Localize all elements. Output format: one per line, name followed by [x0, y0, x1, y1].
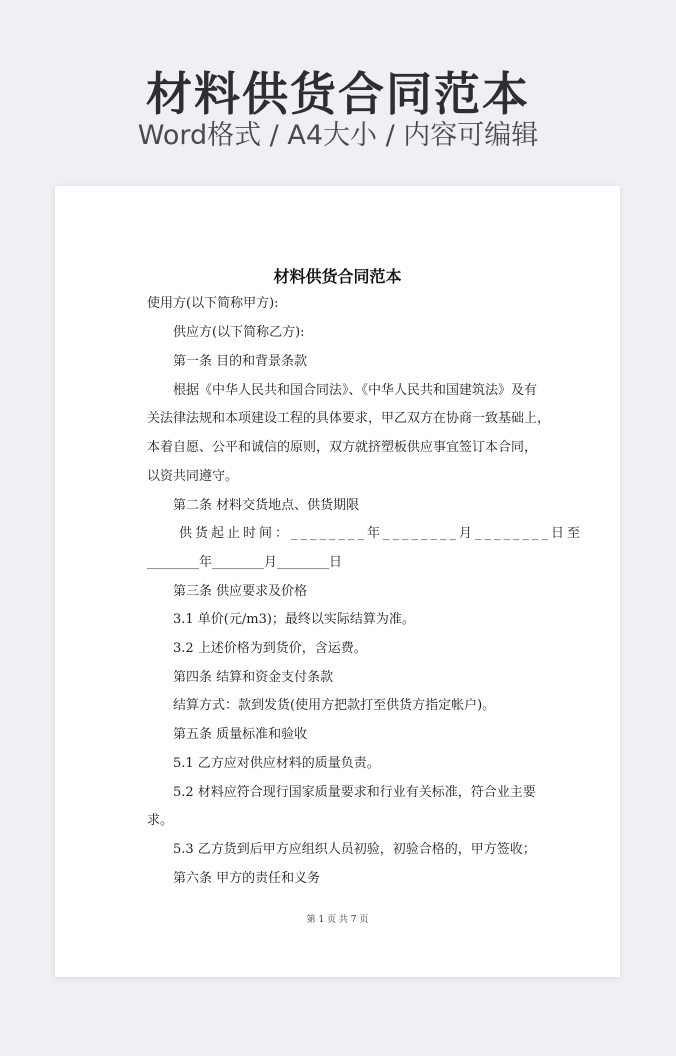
doc-line: 3.2 上述价格为到货价，含运费。 [173, 641, 367, 656]
doc-line: 第一条 目的和背景条款 [173, 354, 308, 369]
doc-line: 根据《中华人民共和国合同法》、《中华人民共和国建筑法》及有 [173, 383, 538, 398]
doc-line: ________年________月________日 [147, 555, 343, 570]
doc-line: 关法律法规和本项建设工程的具体要求，甲乙双方在协商一致基础上， [147, 411, 551, 426]
doc-line: 5.1 乙方应对供应材料的质量负责。 [173, 756, 380, 771]
banner-title: 材料供货合同范本 [146, 67, 530, 121]
doc-line: 第六条 甲方的责任和义务 [173, 871, 321, 886]
doc-line: 第五条 质量标准和验收 [173, 727, 308, 742]
doc-line: 5.2 材料应符合现行国家质量要求和行业有关标准，符合业主要 [173, 785, 536, 800]
doc-line: 供应方(以下简称乙方): [173, 325, 305, 340]
doc-line: 本着自愿、公平和诚信的原则，双方就挤塑板供应事宜签订本合同， [147, 440, 538, 455]
doc-line: 求。 [147, 813, 174, 828]
doc-line: 使用方(以下简称甲方): [147, 296, 279, 311]
doc-line: 第四条 结算和资金支付条款 [173, 670, 334, 685]
doc-line: 以资共同遵守。 [147, 469, 239, 484]
page-number: 第 1 页 共 7 页 [306, 915, 369, 925]
doc-line: 供货起止时间：________年________月________日至 [179, 526, 584, 541]
document-title: 材料供货合同范本 [273, 267, 402, 286]
doc-line: 结算方式：款到发货(使用方把款打至供货方指定帐户)。 [173, 698, 496, 713]
banner-subtitle: Word格式 / A4大小 / 内容可编辑 [137, 120, 539, 151]
doc-line: 3.1 单价(元/m3)；最终以实际结算为准。 [173, 612, 415, 627]
doc-line: 5.3 乙方货到后甲方应组织人员初验，初验合格的，甲方签收； [173, 842, 536, 857]
doc-line: 第三条 供应要求及价格 [173, 584, 308, 599]
doc-line: 第二条 材料交货地点、供货期限 [173, 498, 360, 513]
document-page [55, 186, 620, 977]
